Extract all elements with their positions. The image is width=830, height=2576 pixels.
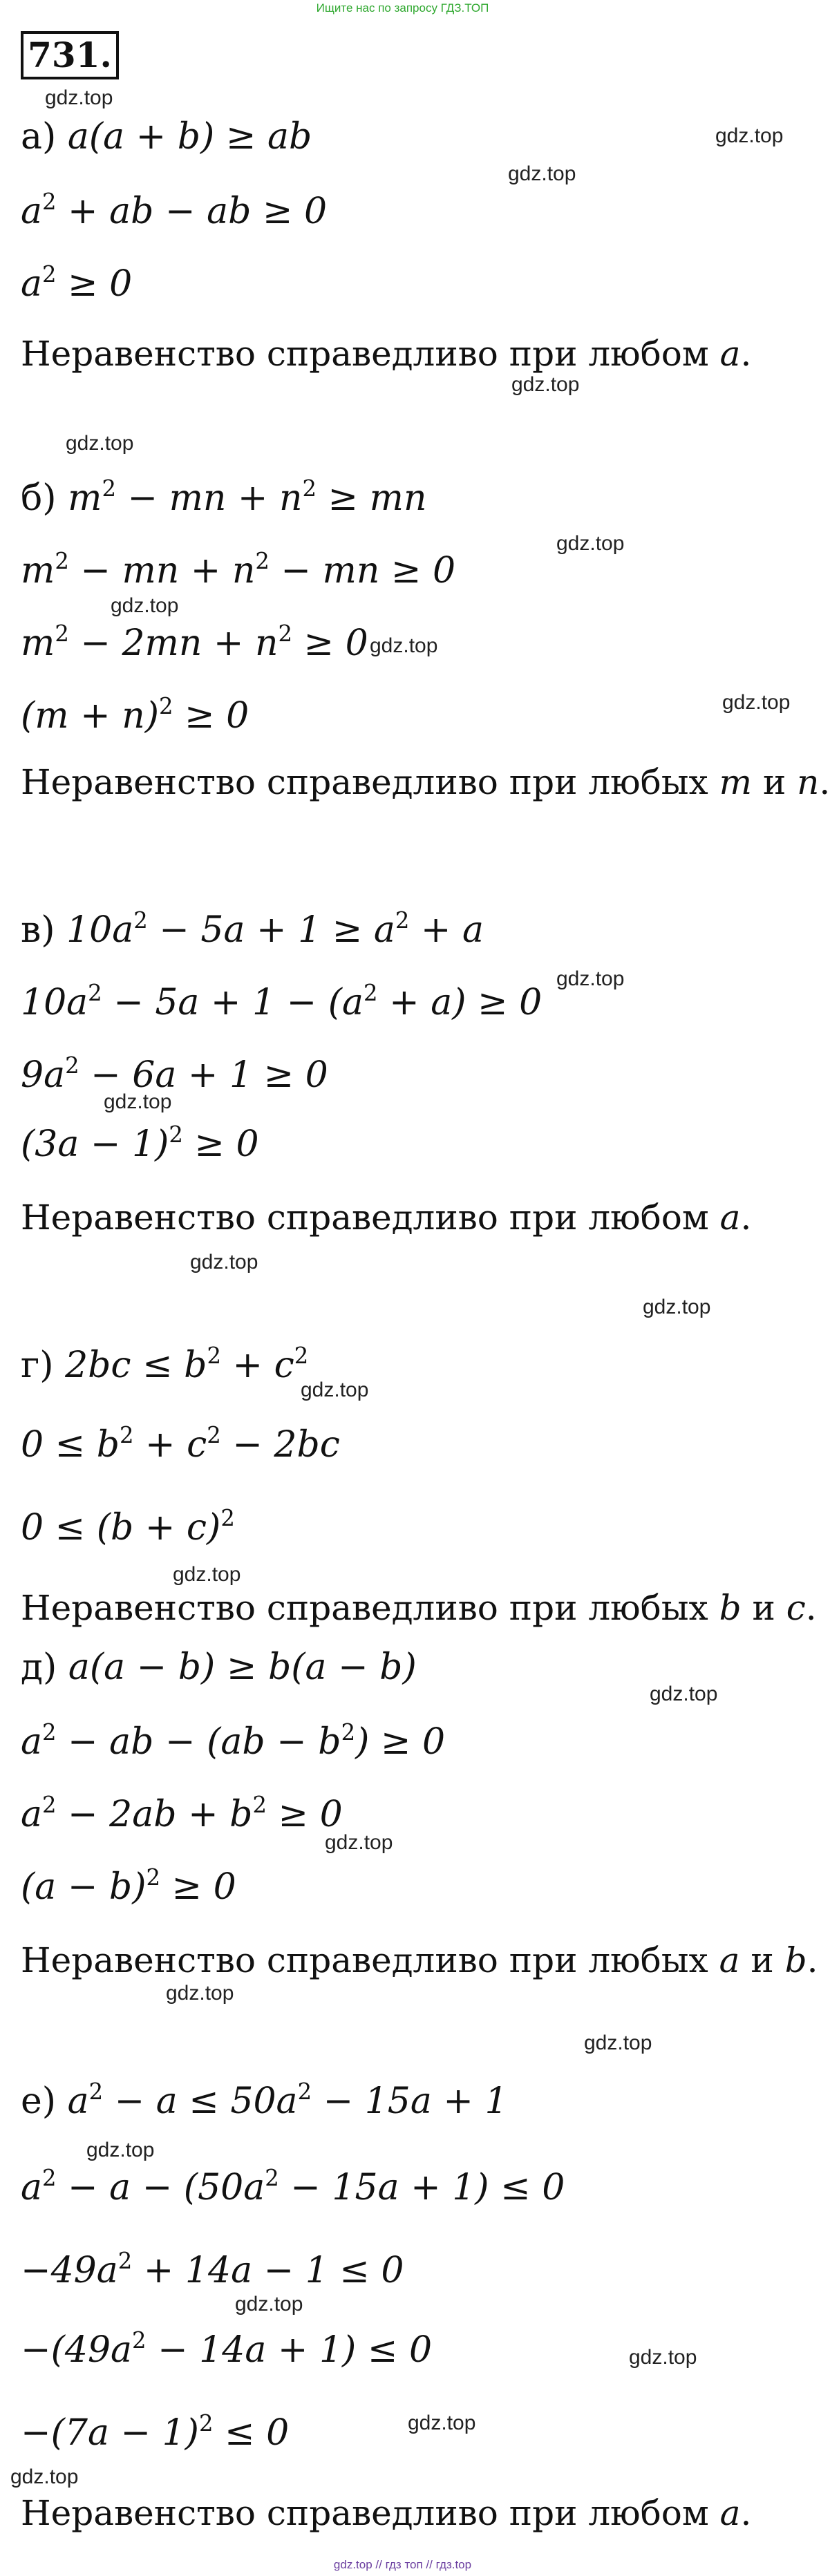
watermark: gdz.top [629, 2346, 697, 2369]
part-b-line-2: $m^2$ − mn + $n^2$ − mn ≥ 0 [21, 548, 456, 591]
part-e-label: е) [21, 2080, 57, 2122]
watermark: gdz.top [111, 594, 179, 617]
part-v-line-3: $9a^2 - 6a + 1 \ge 0$ [21, 1052, 328, 1096]
watermark: gdz.top [584, 2032, 652, 2054]
problem-number: 731. [21, 31, 119, 79]
watermark: gdz.top [190, 1251, 258, 1273]
watermark: gdz.top [715, 124, 784, 147]
watermark: gdz.top [10, 2465, 79, 2488]
part-e-line-4: $-(49a^2 - 14a + 1) \le 0$ [21, 2327, 433, 2371]
part-g-line-1: г) $2bc \le b^2 + c^2$ [21, 1343, 309, 1386]
part-v-line-4: $(3a - 1)^2 \ge 0$ [21, 1121, 259, 1165]
watermark: gdz.top [301, 1379, 369, 1401]
watermark: gdz.top [45, 86, 113, 109]
watermark: gdz.top [508, 162, 576, 185]
watermark: gdz.top [86, 2139, 155, 2161]
part-a-line-3: $a^2 \ge 0$ [21, 261, 133, 305]
part-b-line-3: $m^2 - 2mn + n^2 \ge 0$ [21, 621, 368, 664]
part-d-line-1: д) a(a − b) ≥ b(a − b) [21, 1647, 417, 1688]
part-a-line-2: $a^2$ + ab − ab ≥ 0 [21, 189, 328, 232]
part-b-conclusion: Неравенство справедливо при любых m и n. [21, 762, 830, 802]
part-a-conclusion: Неравенство справедливо при любом a. [21, 334, 752, 374]
watermark: gdz.top [166, 1982, 234, 2005]
part-e-conclusion: Неравенство справедливо при любом a. [21, 2493, 752, 2533]
part-e-line-1: е) $a^2 - a \le 50a^2 - 15a + 1$ [21, 2078, 508, 2122]
part-d-conclusion: Неравенство справедливо при любых a и b. [21, 1940, 818, 1980]
watermark: gdz.top [325, 1831, 393, 1854]
part-d-line-4: $(a - b)^2 \ge 0$ [21, 1864, 236, 1908]
watermark: gdz.top [722, 691, 791, 714]
top-banner[interactable]: Ищите нас по запросу ГДЗ.ТОП [316, 1, 489, 15]
bottom-banner[interactable]: gdz.top // гдз топ // гдз.top [333, 2558, 472, 2571]
part-g-conclusion: Неравенство справедливо при любых b и c. [21, 1588, 817, 1628]
watermark: gdz.top [173, 1563, 241, 1586]
part-v-label: в) [21, 909, 55, 951]
watermark: gdz.top [408, 2412, 476, 2434]
part-g-line-2: $0 \le b^2 + c^2 - 2bc$ [21, 1422, 340, 1466]
part-e-line-5: $-(7a - 1)^2 \le 0$ [21, 2410, 290, 2454]
part-a-line-1: а) a(a + b) ≥ ab [21, 116, 312, 158]
watermark: gdz.top [556, 967, 625, 990]
part-b-line-1: б) $m^2$ − mn + $n^2$ ≥ mn [21, 475, 427, 519]
part-a-label: а) [21, 116, 57, 158]
part-d-line-2: $a^2$ − ab − $(ab - b^2) \ge 0$ [21, 1719, 446, 1763]
part-v-conclusion: Неравенство справедливо при любом a. [21, 1197, 752, 1238]
part-b-line-4: $(m + n)^2 \ge 0$ [21, 693, 249, 737]
watermark: gdz.top [370, 634, 438, 657]
part-b-label: б) [21, 477, 57, 519]
part-e-line-3: $-49a^2 + 14a - 1 \le 0$ [21, 2248, 404, 2291]
watermark: gdz.top [104, 1090, 172, 1113]
part-d-line-3: $a^2 - 2ab + b^2 \ge 0$ [21, 1792, 343, 1835]
watermark: gdz.top [643, 1296, 711, 1318]
watermark: gdz.top [66, 432, 134, 455]
watermark: gdz.top [235, 2293, 303, 2315]
part-g-label: г) [21, 1344, 54, 1386]
watermark: gdz.top [556, 532, 625, 555]
part-v-line-2: $10a^2 - 5a + 1 - (a^2 + a) \ge 0$ [21, 980, 543, 1023]
part-v-line-1: в) $10a^2 - 5a + 1 \ge a^2 + a$ [21, 907, 484, 951]
watermark: gdz.top [511, 373, 580, 396]
part-e-line-2: $a^2 - a - (50a^2 - 15a + 1) \le 0$ [21, 2165, 565, 2208]
part-d-label: д) [21, 1647, 57, 1688]
part-g-line-3: $0 \le (b + c)^2$ [21, 1505, 235, 1549]
watermark: gdz.top [650, 1683, 718, 1705]
